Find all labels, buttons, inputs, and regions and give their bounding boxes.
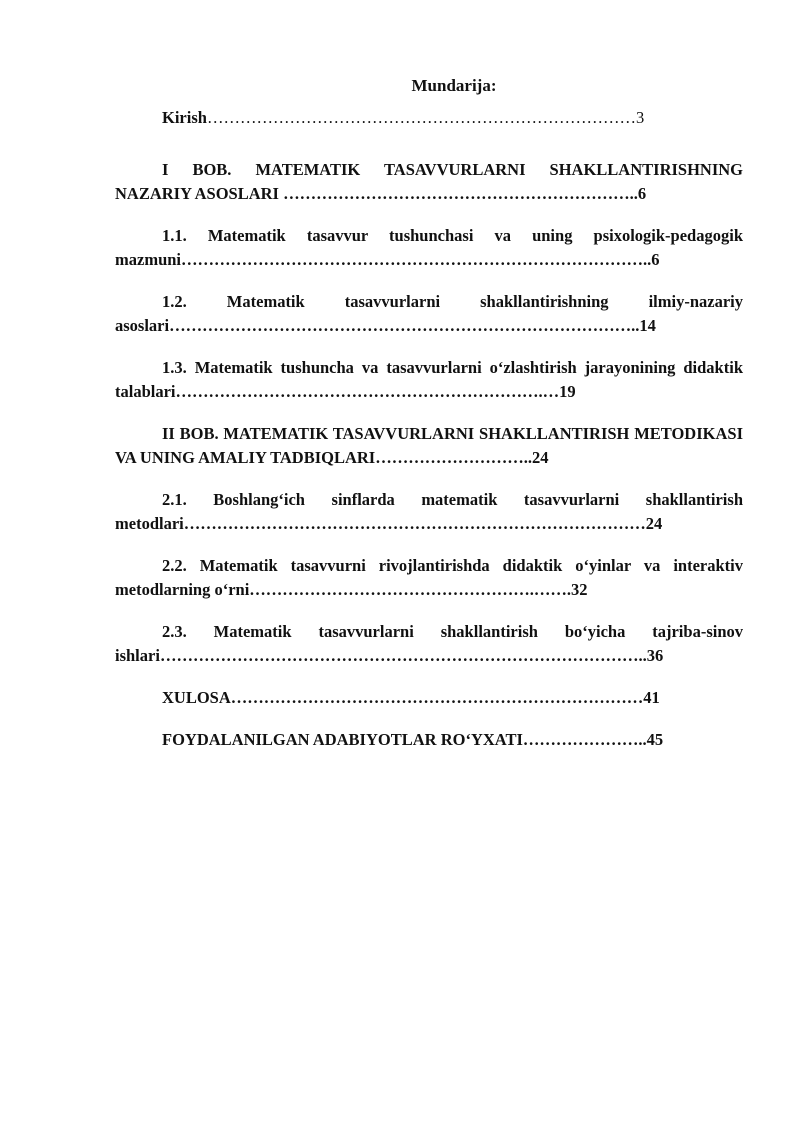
toc-entry-section-2-3[interactable]: [115, 620, 743, 668]
toc-page-number: 45: [646, 730, 664, 749]
toc-entry-section-2-2[interactable]: [115, 554, 743, 602]
toc-entry-label: XULOSA: [162, 688, 231, 707]
toc-entry-references[interactable]: [115, 728, 743, 752]
toc-entry-chapter-1[interactable]: [115, 158, 743, 206]
toc-page-number: 24: [531, 448, 549, 467]
toc-entry-section-1-3[interactable]: [115, 356, 743, 404]
toc-page-number: 41: [643, 688, 660, 707]
toc-entry-section-1-2[interactable]: [115, 290, 743, 338]
toc-page-number: 36: [646, 646, 664, 665]
toc-entry-conclusion[interactable]: [115, 686, 743, 710]
toc-page-number: 14: [639, 316, 656, 335]
toc-entry-label: 1.2. Matematik tasavvurlarni shakllantirishning ilmiy-nazariy asoslari: [115, 292, 743, 335]
toc-entry-label: 2.3. Matematik tasavvurlarni shakllantirish bo‘yicha tajriba-sinov ishlari: [115, 622, 743, 665]
table-of-contents: [115, 106, 743, 752]
toc-page-number: 32: [571, 580, 588, 599]
toc-page-number: 24: [645, 514, 663, 533]
toc-entry-label: Kirish: [162, 108, 207, 127]
toc-leader-dots: ……………………………………………………………………: [206, 108, 636, 127]
toc-leader-dots: …………………………………………………………………………..: [169, 316, 640, 335]
toc-entry-label: 1.1. Matematik tasavvur tushunchasi va uning psixologik-pedagogik mazmuni: [115, 226, 743, 269]
toc-page-number: 6: [637, 184, 647, 203]
toc-entry-label: FOYDALANILGAN ADABIYOTLAR RO‘YXATI: [162, 730, 523, 749]
toc-entry-label: 2.1. Boshlang‘ich sinflarda matematik tasavvurlarni shakllantirish metodlari: [115, 490, 743, 533]
toc-entry-section-1-1[interactable]: [115, 224, 743, 272]
toc-entry-label: I BOB. MATEMATIK TASAVVURLARNI SHAKLLANTIRISHNING NAZARIY ASOSLARI: [115, 160, 743, 203]
toc-entry-chapter-2[interactable]: [115, 422, 743, 470]
toc-leader-dots: …………………………………………………………………………..: [181, 250, 652, 269]
toc-leader-dots: ………………………………………………………..: [283, 184, 638, 203]
toc-leader-dots: ……………………………………………………………………………..: [159, 646, 647, 665]
toc-leader-dots: …………………………………………….…….: [249, 580, 572, 599]
toc-leader-dots: …………………………………………………………………: [230, 688, 644, 707]
toc-entry-label: 2.2. Matematik tasavvurni rivojlantirishda didaktik o‘yinlar va interaktiv metodlarning o‘rni: [115, 556, 743, 599]
toc-leader-dots: …………………………………………………………………………: [183, 514, 646, 533]
page-title: Mundarija:: [411, 76, 497, 95]
toc-entry-label: II BOB. MATEMATIK TASAVVURLARNI SHAKLLANTIRISH METODIKASI VA UNING AMALIY TADBIQLARI: [115, 424, 743, 467]
toc-leader-dots: ………………………..: [375, 448, 532, 467]
toc-entry-label: 1.3. Matematik tushuncha va tasavvurlarni o‘zlashtirish jarayonining didaktik talablari: [115, 358, 743, 401]
toc-leader-dots: ………………………………………………………….…: [175, 382, 560, 401]
toc-leader-dots: …………………..: [522, 730, 647, 749]
toc-entry-intro[interactable]: [115, 106, 743, 130]
toc-page-number: 19: [559, 382, 576, 401]
toc-page-number: 3: [635, 108, 645, 127]
toc-page-number: 6: [651, 250, 660, 269]
toc-entry-section-2-1[interactable]: [115, 488, 743, 536]
